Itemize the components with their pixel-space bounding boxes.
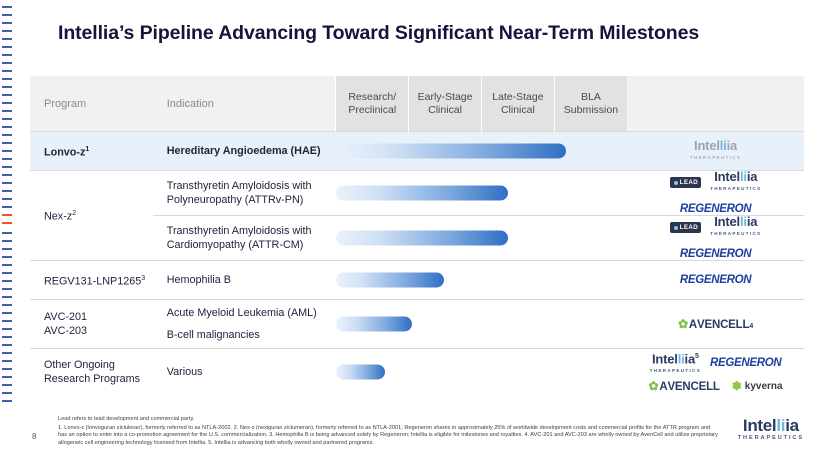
footnotes bbox=[58, 416, 718, 447]
regeneron-logo: REGENERON bbox=[679, 203, 752, 215]
avencell-logo-ven: VEN bbox=[667, 381, 691, 394]
corner-logo-subtitle: THERAPEUTICS bbox=[737, 435, 804, 441]
row-program-line1: Other Ongoing bbox=[44, 359, 115, 371]
header-partners bbox=[627, 76, 804, 132]
lead-dot-icon bbox=[674, 226, 678, 230]
corner-logo-helix: li bbox=[776, 416, 786, 435]
lead-badge bbox=[670, 177, 701, 188]
intellia-logo-subtitle: THERAPEUTICS bbox=[649, 368, 701, 374]
header-phase-early-stage-clinical bbox=[409, 76, 482, 132]
row-partner-logos bbox=[627, 349, 804, 396]
intellia-logo-subtitle: THERAPEUTICS bbox=[710, 186, 762, 191]
intellia-logo-pre: Intel bbox=[714, 214, 740, 229]
header-phase-bla-submission bbox=[554, 76, 627, 132]
row-phase-track bbox=[336, 132, 627, 171]
row-phase-track bbox=[336, 349, 627, 396]
row-indication bbox=[153, 300, 336, 349]
row-indication-line2: B-cell malignancies bbox=[166, 329, 260, 341]
row-program-label: REGV131-LNP1265 bbox=[44, 275, 142, 288]
corner-logo-pre: Intel bbox=[742, 416, 777, 435]
intellia-logo-subtitle: THERAPEUTICS bbox=[689, 154, 742, 160]
row-indication: Hereditary Angioedema (HAE) bbox=[153, 132, 336, 171]
table-row bbox=[30, 171, 804, 216]
progress-bar bbox=[336, 144, 566, 159]
intellia-logo bbox=[650, 351, 701, 376]
row-program-line2: AVC-203 bbox=[44, 325, 88, 337]
progress-bar bbox=[336, 317, 412, 332]
row-indication-line1: Transthyretin Amyloidosis with bbox=[166, 180, 312, 192]
pipeline-table bbox=[30, 76, 804, 395]
row-program bbox=[30, 349, 153, 396]
footnote-body: 1. Lonvo-z (lonvoguran zicluleran), formerly referred to as NTLA-2002. 2. Nex-z (nexiguran ziclumeran), formerly referred to as NTLA-2001; Regeneron shares in approximately 25% of worldwide development costs and commercial profits for the ATTR program and has an option to enter into a co-promotion agreement for the U.S. commercialization. 3. Hemophilia B is being advanced solely by Regeneron; Intellia is eligible for milestones and royalties. 4. AVC-201 and AVC-203 are wholly owned by AvenCell and utilize proprietary allogeneic cell engineering technology licensed from Intellia. 5. Intellia is advancing both wholly owned and partnered programs. bbox=[58, 424, 718, 446]
table-row bbox=[30, 261, 804, 300]
row-partner-logos bbox=[627, 132, 804, 171]
footnote-lead: Lead refers to lead development and commercial party. bbox=[58, 416, 195, 422]
intellia-logo bbox=[689, 137, 742, 163]
row-program bbox=[30, 132, 153, 171]
corner-logo-name bbox=[738, 418, 804, 434]
slide-canvas bbox=[14, 0, 820, 461]
progress-bar bbox=[336, 186, 508, 201]
lead-badge-label: LEAD bbox=[679, 179, 699, 186]
corner-intellia-logo bbox=[738, 418, 804, 441]
corner-logo-post: ia bbox=[785, 416, 799, 435]
row-indication-line2: Cardiomyopathy (ATTR-CM) bbox=[166, 239, 304, 251]
intellia-logo-pre: Intel bbox=[694, 137, 720, 153]
progress-bar bbox=[336, 273, 444, 288]
kyverna-logo-label: kyverna bbox=[744, 380, 783, 392]
row-program bbox=[30, 261, 153, 300]
lead-dot-icon bbox=[674, 181, 678, 185]
flower-icon: ❃ bbox=[731, 379, 742, 394]
header-phase-label: BLA Submission bbox=[563, 90, 619, 116]
row-indication: Various bbox=[153, 349, 336, 396]
footnote-marker: 4 bbox=[749, 323, 754, 330]
row-program bbox=[30, 171, 153, 261]
intellia-logo-post: ia bbox=[746, 214, 758, 229]
row-partner-logos bbox=[627, 216, 804, 261]
table-row bbox=[30, 349, 804, 396]
intellia-logo bbox=[710, 171, 761, 194]
row-partner-logos bbox=[627, 300, 804, 349]
avencell-logo-a: A bbox=[659, 381, 668, 394]
intellia-logo bbox=[710, 216, 761, 239]
footnote-marker: 3 bbox=[141, 274, 146, 282]
intellia-logo-pre: Intel bbox=[651, 351, 678, 367]
intellia-logo-helix: li bbox=[677, 351, 685, 367]
avencell-logo-cell: CELL bbox=[720, 319, 750, 331]
intellia-logo-post: ia bbox=[726, 137, 738, 153]
intellia-logo-subtitle: THERAPEUTICS bbox=[710, 231, 762, 236]
header-indication: Indication bbox=[153, 76, 336, 132]
header-phase-label: Early-Stage Clinical bbox=[417, 90, 473, 116]
regeneron-logo: REGENERON bbox=[679, 248, 752, 260]
row-indication bbox=[153, 216, 336, 261]
header-program: Program bbox=[30, 76, 153, 132]
table-row bbox=[30, 300, 804, 349]
row-program-line1: AVC-201 bbox=[44, 311, 88, 323]
regeneron-logo: REGENERON bbox=[679, 274, 752, 286]
leaf-icon: ✿ bbox=[678, 317, 688, 331]
intellia-logo-helix: li bbox=[719, 137, 727, 153]
kyverna-logo bbox=[732, 379, 783, 393]
row-indication-line1: Acute Myeloid Leukemia (AML) bbox=[166, 307, 317, 319]
header-phase-label: Research/ Preclinical bbox=[348, 90, 397, 116]
progress-bar bbox=[336, 365, 386, 380]
avencell-logo-a: A bbox=[688, 319, 698, 331]
lead-badge bbox=[670, 222, 701, 233]
row-indication: Hemophilia B bbox=[153, 261, 336, 300]
avencell-logo-ven: VEN bbox=[697, 319, 721, 331]
slide-filmstrip-edge bbox=[0, 0, 14, 461]
row-partner-logos bbox=[627, 261, 804, 300]
header-phase-research-preclinical bbox=[336, 76, 409, 132]
intellia-logo-post: ia bbox=[684, 351, 695, 367]
row-phase-track bbox=[336, 171, 627, 216]
table-row bbox=[30, 132, 804, 171]
header-phase-late-stage-clinical bbox=[481, 76, 554, 132]
footnote-marker: 2 bbox=[72, 210, 77, 218]
row-partner-logos bbox=[627, 171, 804, 216]
progress-bar bbox=[336, 231, 508, 246]
row-indication bbox=[153, 171, 336, 216]
lead-badge-label: LEAD bbox=[679, 224, 699, 231]
table-header-row bbox=[30, 76, 804, 132]
row-phase-track bbox=[336, 261, 627, 300]
intellia-logo-post: ia bbox=[746, 169, 758, 184]
regeneron-logo: REGENERON bbox=[710, 357, 782, 370]
intellia-logo-pre: Intel bbox=[714, 169, 740, 184]
avencell-logo-cell: CELL bbox=[690, 381, 720, 394]
leaf-icon: ✿ bbox=[648, 379, 659, 394]
footnote-marker: 5 bbox=[694, 352, 699, 360]
row-indication-line2: Polyneuropathy (ATTRv-PN) bbox=[166, 194, 304, 206]
intellia-logo-helix: li bbox=[739, 214, 747, 229]
row-program-line2: Research Programs bbox=[44, 373, 141, 385]
header-phase-label: Late-Stage Clinical bbox=[492, 90, 544, 116]
page-title: Intellia’s Pipeline Advancing Toward Significant Near-Term Milestones bbox=[58, 22, 700, 44]
row-program-label: Nex-z bbox=[44, 210, 73, 223]
footnote-marker: 1 bbox=[85, 145, 90, 153]
row-phase-track bbox=[336, 300, 627, 349]
avencell-logo bbox=[678, 317, 753, 331]
row-phase-track bbox=[336, 216, 627, 261]
row-indication-line1: Transthyretin Amyloidosis with bbox=[166, 225, 312, 237]
row-program-label: Lonvo-z bbox=[44, 146, 86, 159]
avencell-logo bbox=[648, 379, 719, 393]
row-program bbox=[30, 300, 153, 349]
intellia-logo-helix: li bbox=[739, 169, 747, 184]
page-number: 8 bbox=[32, 432, 37, 441]
